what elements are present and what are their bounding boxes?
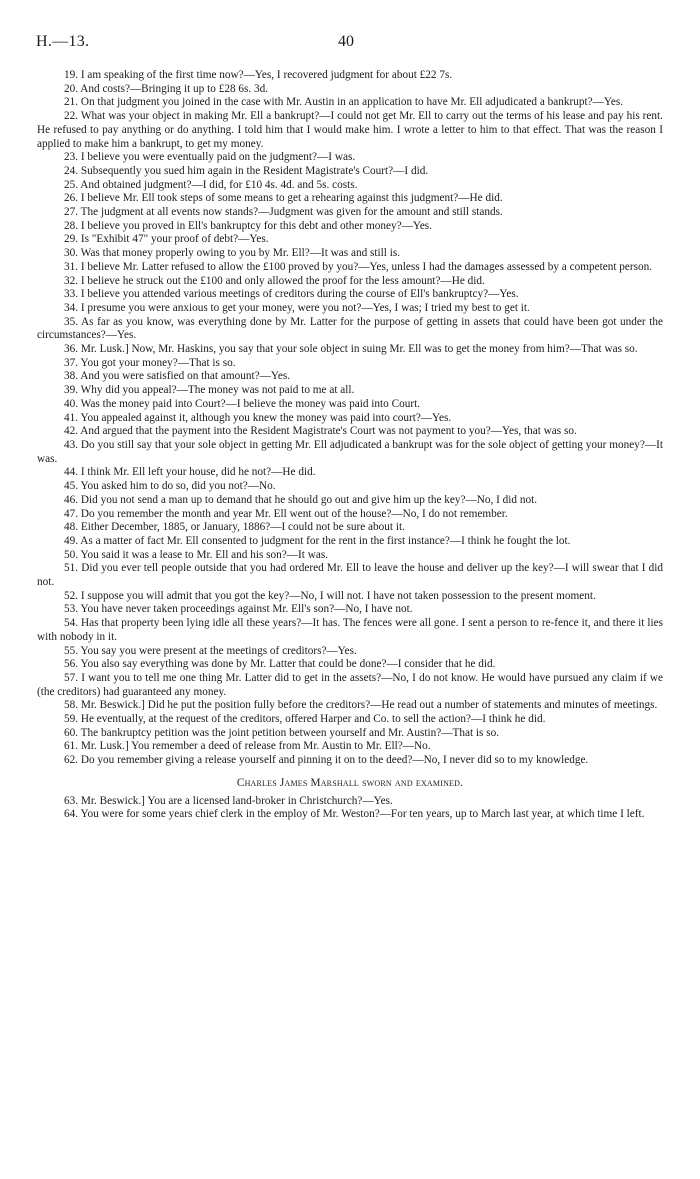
paragraph: 42. And argued that the payment into the Resident Magistrate's Court was not payment to you?—Yes, that was so.	[64, 425, 577, 438]
paragraph: 34. I presume you were anxious to get your money, were you not?—Yes, I was; I tried my best to get it.	[64, 301, 530, 314]
paragraph: 31. I believe Mr. Latter refused to allow the £100 proved by you?—Yes, unless I had the damages assessed by a competent person.	[64, 260, 653, 273]
paragraph: 32. I believe he struck out the £100 and only allowed the proof for the less amount?—He did.	[64, 274, 485, 287]
paragraph: 26. I believe Mr. Ell took steps of some means to get a rehearing against this judgment?—He did.	[64, 192, 503, 205]
paragraph: 47. Do you remember the month and year Mr. Ell went out of the house?—No, I do not remember.	[64, 507, 508, 520]
paragraph: 24. Subsequently you sued him again in the Resident Magistrate's Court?—I did.	[64, 164, 429, 177]
page-header	[36, 33, 664, 53]
document-body	[37, 69, 663, 822]
paragraph: 63. Mr. Beswick.] You are a licensed land-broker in Christchurch?—Yes.	[64, 794, 393, 807]
paragraph: 35. As far as you know, was everything done by Mr. Latter for the purpose of getting in assets that could have been got under the circumstances?—Yes.	[37, 315, 663, 342]
paragraph: 49. As a matter of fact Mr. Ell consented to judgment for the rent in the first instance?—I think he fought the lot.	[64, 534, 571, 547]
paragraph: 29. Is "Exhibit 47" your proof of debt?—Yes.	[64, 233, 269, 246]
paragraph: 25. And obtained judgment?—I did, for £10 4s. 4d. and 5s. costs.	[64, 178, 358, 191]
paragraph: 23. I believe you were eventually paid on the judgment?—I was.	[64, 151, 356, 164]
paragraph: 48. Either December, 1885, or January, 1886?—I could not be sure about it.	[64, 521, 405, 534]
paragraph: 53. You have never taken proceedings against Mr. Ell's son?—No, I have not.	[64, 603, 413, 616]
paragraph: 19. I am speaking of the first time now?—Yes, I recovered judgment for about £22 7s.	[64, 69, 453, 81]
document-reference: H.—13.	[36, 33, 90, 50]
paragraph: 59. He eventually, at the request of the creditors, offered Harper and Co. to sell the action?—I think he did.	[64, 713, 546, 726]
paragraph: 64. You were for some years chief clerk in the employ of Mr. Weston?—For ten years, up to March last year, at which time I left.	[64, 808, 645, 821]
paragraph: 45. You asked him to do so, did you not?—No.	[64, 480, 276, 493]
paragraph: 46. Did you not send a man up to demand that he should go out and give him up the key?—No, I did not.	[64, 493, 538, 506]
paragraph: 61. Mr. Lusk.] You remember a deed of release from Mr. Austin to Mr. Ell?—No.	[64, 740, 431, 753]
witness-heading: Charles James Marshall sworn and examined.	[236, 776, 464, 789]
paragraph: 20. And costs?—Bringing it up to £28 6s. 3d.	[64, 82, 269, 95]
page-number: 40	[338, 33, 354, 50]
paragraph: 56. You also say everything was done by Mr. Latter that could be done?—I consider that he did.	[64, 658, 496, 671]
paragraph: 22. What was your object in making Mr. Ell a bankrupt?—I could not get Mr. Ell to carry out the terms of his lease and pay his rent. He refused to pay anything or do anything. I told him that I would make him. I wrote a letter to him to that effect. That was the reason I applied to make him a bankrupt, to get my money.	[37, 110, 663, 150]
paragraph: 40. Was the money paid into Court?—I believe the money was paid into Court.	[64, 397, 421, 410]
paragraph: 28. I believe you proved in Ell's bankruptcy for this debt and other money?—Yes.	[64, 219, 432, 232]
paragraph: 44. I think Mr. Ell left your house, did he not?—He did.	[64, 466, 316, 479]
paragraph: 36. Mr. Lusk.] Now, Mr. Haskins, you say that your sole object in suing Mr. Ell was to get the money from him?—That was so.	[64, 343, 638, 356]
paragraph: 39. Why did you appeal?—The money was not paid to me at all.	[64, 384, 355, 397]
paragraph: 58. Mr. Beswick.] Did he put the position fully before the creditors?—He read out a number of statements and minutes of meetings.	[64, 699, 658, 712]
paragraph: 50. You said it was a lease to Mr. Ell and his son?—It was.	[64, 548, 329, 561]
paragraph: 38. And you were satisfied on that amount?—Yes.	[64, 370, 291, 383]
paragraph: 55. You say you were present at the meetings of creditors?—Yes.	[64, 644, 357, 657]
paragraph: 37. You got your money?—That is so.	[64, 356, 236, 369]
paragraph: 33. I believe you attended various meetings of creditors during the course of Ell's bankruptcy?—Yes.	[64, 288, 519, 301]
paragraph: 41. You appealed against it, although you knew the money was paid into court?—Yes.	[64, 411, 452, 424]
paragraph: 27. The judgment at all events now stands?—Judgment was given for the amount and still stands.	[64, 206, 503, 219]
paragraph: 54. Has that property been lying idle all these years?—It has. The fences were all gone. I sent a person to re-fence it, and there it lies with nobody in it.	[37, 617, 663, 643]
paragraph: 62. Do you remember giving a release yourself and pinning it on to the deed?—No, I never did so to my knowledge.	[64, 754, 589, 767]
paragraph: 43. Do you still say that your sole object in getting Mr. Ell adjudicated a bankrupt was for the sole object of getting your money?—It was.	[37, 438, 663, 465]
paragraph: 52. I suppose you will admit that you got the key?—No, I will not. I have not taken possession to the present moment.	[64, 589, 596, 602]
paragraph: 60. The bankruptcy petition was the joint petition between yourself and Mr. Austin?—That is so.	[64, 726, 500, 739]
paragraph: 21. On that judgment you joined in the case with Mr. Austin in an application to have Mr. Ell adjudicated a bankrupt?—Yes.	[64, 96, 624, 109]
paragraph: 51. Did you ever tell people outside that you had ordered Mr. Ell to leave the house and deliver up the key?—I will swear that I did not.	[37, 562, 663, 589]
paragraph: 57. I want you to tell me one thing Mr. Latter did to get in the assets?—No, I do not know. He would have pursued any claim if we (the creditors) had guaranteed any money.	[37, 671, 663, 698]
paragraph: 30. Was that money properly owing to you by Mr. Ell?—It was and still is.	[64, 247, 401, 260]
